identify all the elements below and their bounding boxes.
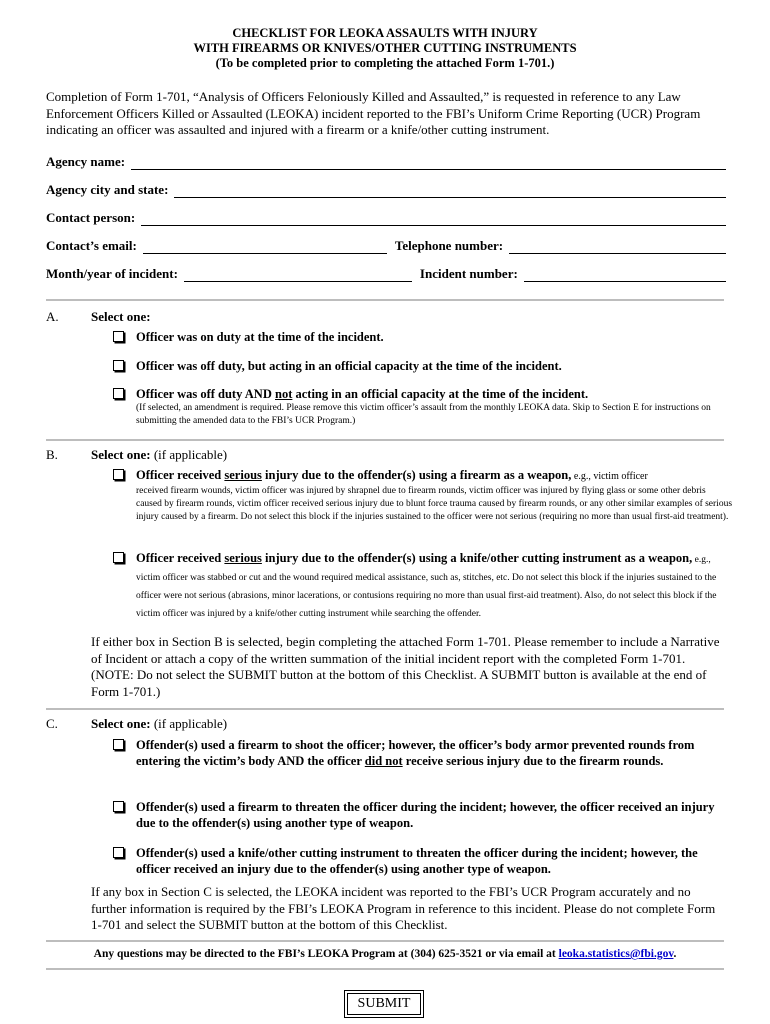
section-a-heading: Select one:: [91, 309, 151, 324]
contact-email-label: Contact’s email:: [46, 238, 137, 253]
checkbox-c1[interactable]: [113, 739, 124, 750]
incident-number-input[interactable]: [524, 270, 726, 282]
checkbox-c3[interactable]: [113, 847, 124, 858]
telephone-label: Telephone number:: [394, 238, 504, 253]
divider: [46, 439, 724, 441]
submit-button[interactable]: SUBMIT: [344, 990, 424, 1018]
email-link[interactable]: leoka.statistics@fbi.gov: [558, 948, 674, 960]
section-a-letter: A.: [46, 309, 59, 324]
checkbox-a1[interactable]: [113, 331, 124, 342]
agency-name-input[interactable]: [131, 158, 726, 170]
contact-footer: Any questions may be directed to the FBI’s LEOKA Program at (304) 625-3521 or via email at leoka.statistics@fbi.gov.: [93, 948, 677, 960]
section-b-heading: Select one: (if applicable): [91, 447, 228, 462]
divider: [46, 708, 724, 710]
agency-name-field: [46, 154, 726, 170]
footer-text: Any questions may be directed to the FBI’s LEOKA Program at (304) 625-3521 or via email at: [93, 948, 559, 960]
section-b-option-2: [113, 550, 733, 622]
agency-city-field: [46, 182, 726, 198]
section-a-option-1: [113, 329, 733, 345]
option-c3-text: Offender(s) used a knife/other cutting instrument to threaten the officer during the incident; however, the officer received an injury due to the offender(s) using another type of weapon.: [136, 846, 698, 876]
checkbox-b1[interactable]: [113, 469, 124, 480]
option-b1-note: received firearm wounds, victim officer was injured by shrapnel due to firearm rounds, victim officer was injured by flying glass or some other debris caused by firearm rounds, victim officer received serious injury due to blunt force trauma caused by firearm rounds, or any other similar examples of serious injury caused by a firearm. Do not select this block if the injuries sustained to the officer were not serious (requiring no more than usual first-aid treatment).: [136, 486, 733, 522]
contact-person-field: [46, 210, 726, 226]
agency-city-input[interactable]: [174, 186, 726, 198]
section-b-letter: B.: [46, 447, 58, 462]
contact-email-input[interactable]: [143, 242, 387, 254]
title-line-2: WITH FIREARMS OR KNIVES/OTHER CUTTING INSTRUMENTS: [193, 41, 577, 55]
section-c-option-2: [113, 799, 733, 831]
section-a-option-3: [113, 386, 733, 428]
contact-email-row: [46, 238, 726, 254]
divider: [46, 299, 724, 301]
intro-paragraph: Completion of Form 1-701, “Analysis of Officers Feloniously Killed and Assaulted,” is requested in reference to any Law Enforcement Officers Killed or Assaulted (LEOKA) incident reported to the FBI’s Uniform Crime Reporting (UCR) Program indicating an officer was assaulted and injured with a firearm or a knife/other cutting instrument.: [46, 89, 701, 137]
option-b1-text: Officer received serious injury due to the offender(s) using a firearm as a weapon, e.g., victim officer: [136, 468, 648, 482]
divider: [46, 968, 724, 970]
section-b-option-1: [113, 467, 733, 524]
option-a2-text: Officer was off duty, but acting in an official capacity at the time of the incident.: [136, 359, 562, 373]
section-b-paragraph: If either box in Section B is selected, begin completing the attached Form 1-701. Please remember to include a Narrative of Incident or attach a copy of the written summation of the initial incident report with the completed Form 1-701. (NOTE: Do not select the SUBMIT button at the bottom of this Checklist. A SUBMIT button is available at the end of Form 1-701.): [91, 634, 720, 699]
section-c-option-1: [113, 737, 733, 769]
telephone-input[interactable]: [509, 242, 726, 254]
checkbox-a3[interactable]: [113, 388, 124, 399]
divider: [46, 940, 724, 942]
section-c-paragraph: If any box in Section C is selected, the LEOKA incident was reported to the FBI’s UCR Program accurately and no further information is required by the FBI’s LEOKA Program in reference to this incident. Please do not complete Form 1-701 and select the SUBMIT button at the bottom of this Checklist.: [91, 884, 716, 932]
checkbox-a2[interactable]: [113, 360, 124, 371]
checkbox-c2[interactable]: [113, 801, 124, 812]
option-c1-text: Offender(s) used a firearm to shoot the officer; however, the officer’s body armor prevented rounds from entering the victim’s body AND the officer did not receive serious injury due to the firearm rounds.: [136, 738, 695, 768]
section-c-option-3: [113, 845, 733, 877]
month-year-label: Month/year of incident:: [46, 266, 178, 281]
agency-city-label: Agency city and state:: [46, 182, 169, 197]
title-line-3: (To be completed prior to completing the attached Form 1-701.): [215, 56, 555, 70]
section-a-option-2: [113, 358, 733, 374]
contact-person-label: Contact person:: [46, 210, 136, 225]
title-line-1: CHECKLIST FOR LEOKA ASSAULTS WITH INJURY: [232, 26, 538, 40]
option-c2-text: Offender(s) used a firearm to threaten the officer during the incident; however, the officer received an injury due to the offender(s) using another type of weapon.: [136, 800, 715, 830]
contact-person-input[interactable]: [141, 214, 726, 226]
section-c-letter: C.: [46, 716, 58, 731]
checkbox-b2[interactable]: [113, 552, 124, 563]
agency-name-label: Agency name:: [46, 154, 126, 169]
incident-number-label: Incident number:: [419, 266, 518, 281]
option-a3-text: Officer was off duty AND not acting in an official capacity at the time of the incident.: [136, 387, 589, 401]
option-a3-note: (If selected, an amendment is required. Please remove this victim officer’s assault from the monthly LEOKA data. Skip to Section E for instructions on submitting the amended data to the FBI’s UCR Program.): [136, 403, 711, 426]
option-a1-text: Officer was on duty at the time of the incident.: [136, 330, 384, 344]
section-c-heading: Select one: (if applicable): [91, 716, 228, 731]
form-title: [0, 26, 770, 71]
month-year-input[interactable]: [184, 270, 412, 282]
incident-date-row: [46, 266, 726, 282]
option-b2-text: Officer received serious injury due to the offender(s) using a knife/other cutting instrument as a weapon, e.g., victim officer was stabbed or cut and the wound required medical assistance, such as, stitches, etc. Do not select this block if the injuries sustained to the officer were not serious (abrasions, minor lacerations, or contusions requiring no more than usual first-aid treatment). Also, do not select this block if the victim officer was injured by a knife/other cutting instrument while searching the offender.: [136, 551, 717, 619]
